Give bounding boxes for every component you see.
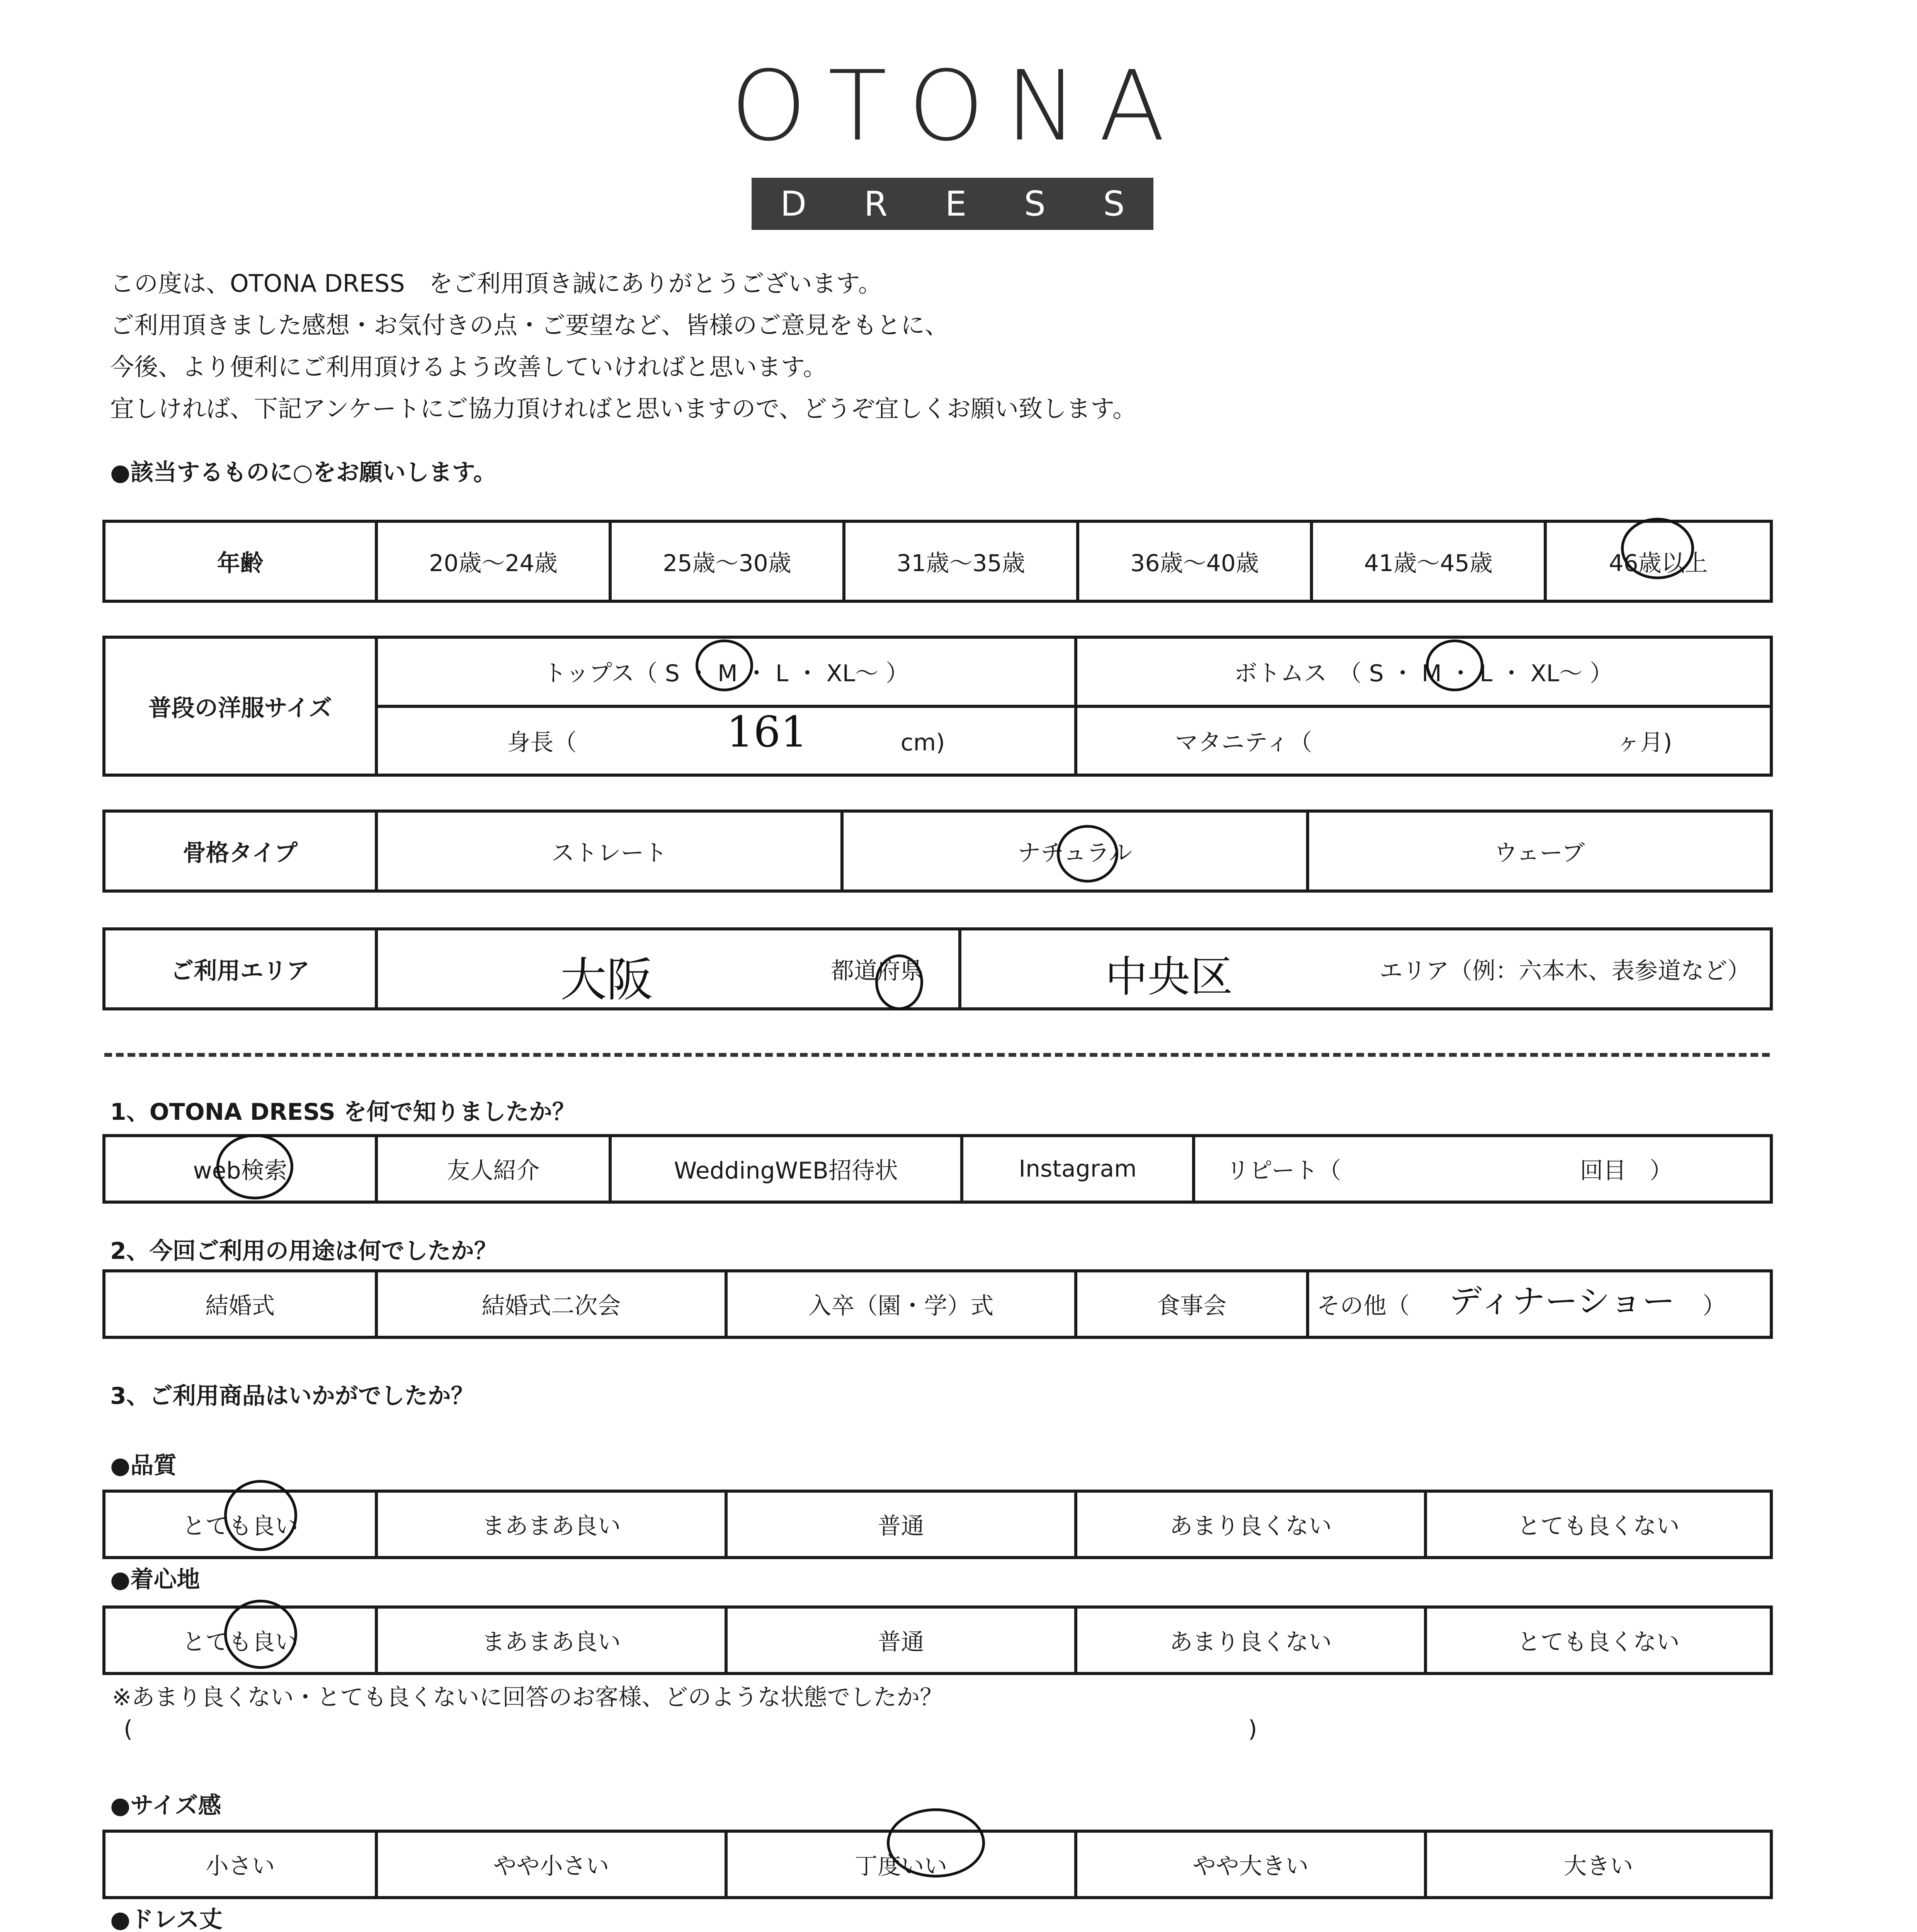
q1-option-selected[interactable]: web検索 <box>104 1136 376 1202</box>
q2-option[interactable]: 入卒（園・学）式 <box>726 1271 1076 1337</box>
age-option[interactable]: 20歳～24歳 <box>376 521 610 601</box>
q2-other-handwritten: ディナーショー <box>1449 1282 1675 1321</box>
size-label: 普段の洋服サイズ <box>104 637 376 775</box>
quality-option[interactable]: まあまあ良い <box>376 1491 726 1558</box>
q3-followup-note: ※あまり良くない・とても良くないに回答のお客様、どのような状態でしたか？ <box>112 1684 943 1711</box>
prefecture-handwritten: 大阪 <box>560 953 653 1007</box>
bottoms-size-options[interactable]: ボトムス （ S ・ M ・ L ・ XL～ ） <box>1076 637 1771 706</box>
age-option[interactable]: 41歳～45歳 <box>1311 521 1545 601</box>
body-type-option-selected[interactable]: ナチュラル <box>842 811 1308 891</box>
size-feel-option[interactable]: やや小さい <box>376 1831 726 1898</box>
intro-line: 宜しければ、下記アンケートにご協力頂ければと思いますので、どうぞ宜しくお願い致します。 <box>110 395 1137 423</box>
age-option[interactable]: 31歳～35歳 <box>844 521 1078 601</box>
comfort-option[interactable]: あまり良くない <box>1076 1607 1425 1673</box>
q2-option[interactable]: 結婚式 <box>104 1271 376 1337</box>
q2-title: 2、今回ご利用の用途は何でしたか？ <box>110 1238 497 1265</box>
comfort-option[interactable]: 普通 <box>726 1607 1076 1673</box>
size-feel-option[interactable]: 大きい <box>1425 1831 1771 1898</box>
q1-option[interactable]: 友人紹介 <box>376 1136 610 1202</box>
size-feel-option-selected[interactable]: 丁度いい <box>726 1831 1076 1898</box>
comfort-label: ●着心地 <box>110 1566 200 1593</box>
q2-other-suffix: ） <box>1703 1293 1726 1320</box>
brand-logo-band <box>752 178 1153 230</box>
dress-length-label: ●ドレス丈 <box>110 1906 223 1932</box>
section-divider <box>104 1053 1770 1057</box>
area-label: ご利用エリア <box>104 929 376 1009</box>
age-table <box>102 520 1773 603</box>
maternity-prefix: マタニティ（ <box>1175 729 1312 756</box>
q2-other-prefix: その他（ <box>1317 1293 1410 1320</box>
body-type-option[interactable]: ウェーブ <box>1308 811 1771 891</box>
q1-repeat-suffix: 回目 ） <box>1580 1157 1673 1184</box>
q3-title: 3、ご利用商品はいかがでしたか？ <box>110 1383 474 1410</box>
logo-letter: E <box>945 184 967 224</box>
logo-letter: S <box>1024 184 1046 224</box>
size-feel-label: ●サイズ感 <box>110 1792 221 1819</box>
size-feel-table <box>102 1830 1773 1899</box>
area-suffix: エリア（例：六本木、表参道など） <box>1379 957 1750 985</box>
body-type-label: 骨格タイプ <box>104 811 376 891</box>
q1-title: 1、OTONA DRESS を何で知りましたか？ <box>110 1099 575 1126</box>
q3-followup-open-paren: ( <box>124 1716 133 1743</box>
height-prefix: 身長（ <box>507 729 577 756</box>
logo-letter: R <box>864 184 888 224</box>
size-feel-option[interactable]: やや大きい <box>1076 1831 1425 1898</box>
age-option[interactable]: 36歳～40歳 <box>1078 521 1311 601</box>
maternity-suffix: ヶ月) <box>1616 729 1672 756</box>
body-type-table <box>102 810 1773 893</box>
quality-option-selected[interactable]: とても良い <box>104 1491 376 1558</box>
maternity-field[interactable] <box>1076 706 1771 776</box>
area-table <box>102 927 1773 1010</box>
q1-repeat-prefix: リピート（ <box>1226 1157 1341 1184</box>
logo-letter: S <box>1103 184 1125 224</box>
height-suffix: cm) <box>900 729 945 756</box>
quality-table <box>102 1490 1773 1559</box>
q1-repeat-field[interactable] <box>1194 1136 1771 1202</box>
quality-label: ●品質 <box>110 1452 177 1479</box>
area-field[interactable] <box>960 929 1771 1009</box>
q2-option[interactable]: 結婚式二次会 <box>376 1271 726 1337</box>
body-type-option[interactable]: ストレート <box>376 811 842 891</box>
intro-line: ご利用頂きました感想・お気付きの点・ご要望など、皆様のご意見をもとに、 <box>110 311 949 339</box>
logo-letter: D <box>780 184 807 224</box>
q1-option[interactable]: Instagram <box>962 1136 1194 1202</box>
size-feel-option[interactable]: 小さい <box>104 1831 376 1898</box>
q1-option[interactable]: WeddingWEB招待状 <box>610 1136 962 1202</box>
quality-option[interactable]: あまり良くない <box>1076 1491 1425 1558</box>
comfort-table <box>102 1605 1773 1675</box>
intro-line: 今後、より便利にご利用頂けるよう改善していければと思います。 <box>110 353 827 381</box>
area-handwritten: 中央区 <box>1105 952 1233 1002</box>
age-option[interactable]: 25歳～30歳 <box>610 521 844 601</box>
size-table <box>102 636 1773 777</box>
prefecture-suffix: 都道府県 <box>831 957 924 985</box>
comfort-option-selected[interactable]: とても良い <box>104 1607 376 1673</box>
prefecture-field[interactable] <box>376 929 960 1009</box>
comfort-option[interactable]: まあまあ良い <box>376 1607 726 1673</box>
q3-followup-close-paren: ) <box>1248 1716 1257 1743</box>
quality-option[interactable]: 普通 <box>726 1491 1076 1558</box>
brand-logo-text: OTONA <box>730 50 1187 162</box>
height-field[interactable] <box>376 706 1076 776</box>
quality-option[interactable]: とても良くない <box>1425 1491 1771 1558</box>
height-handwritten: 161 <box>726 707 808 757</box>
age-label: 年齢 <box>104 521 376 601</box>
q2-option[interactable]: 食事会 <box>1076 1271 1308 1337</box>
age-option-selected[interactable]: 46歳以上 <box>1545 521 1771 601</box>
tops-size-options[interactable]: トップス（ S ・ M ・ L ・ XL～ ） <box>376 637 1076 706</box>
intro-line: この度は、OTONA DRESS をご利用頂き誠にありがとうございます。 <box>110 269 882 298</box>
q1-table <box>102 1134 1773 1204</box>
comfort-option[interactable]: とても良くない <box>1425 1607 1771 1673</box>
intro-text <box>110 263 1136 430</box>
profile-heading: ●該当するものに○をお願いします。 <box>110 459 497 486</box>
